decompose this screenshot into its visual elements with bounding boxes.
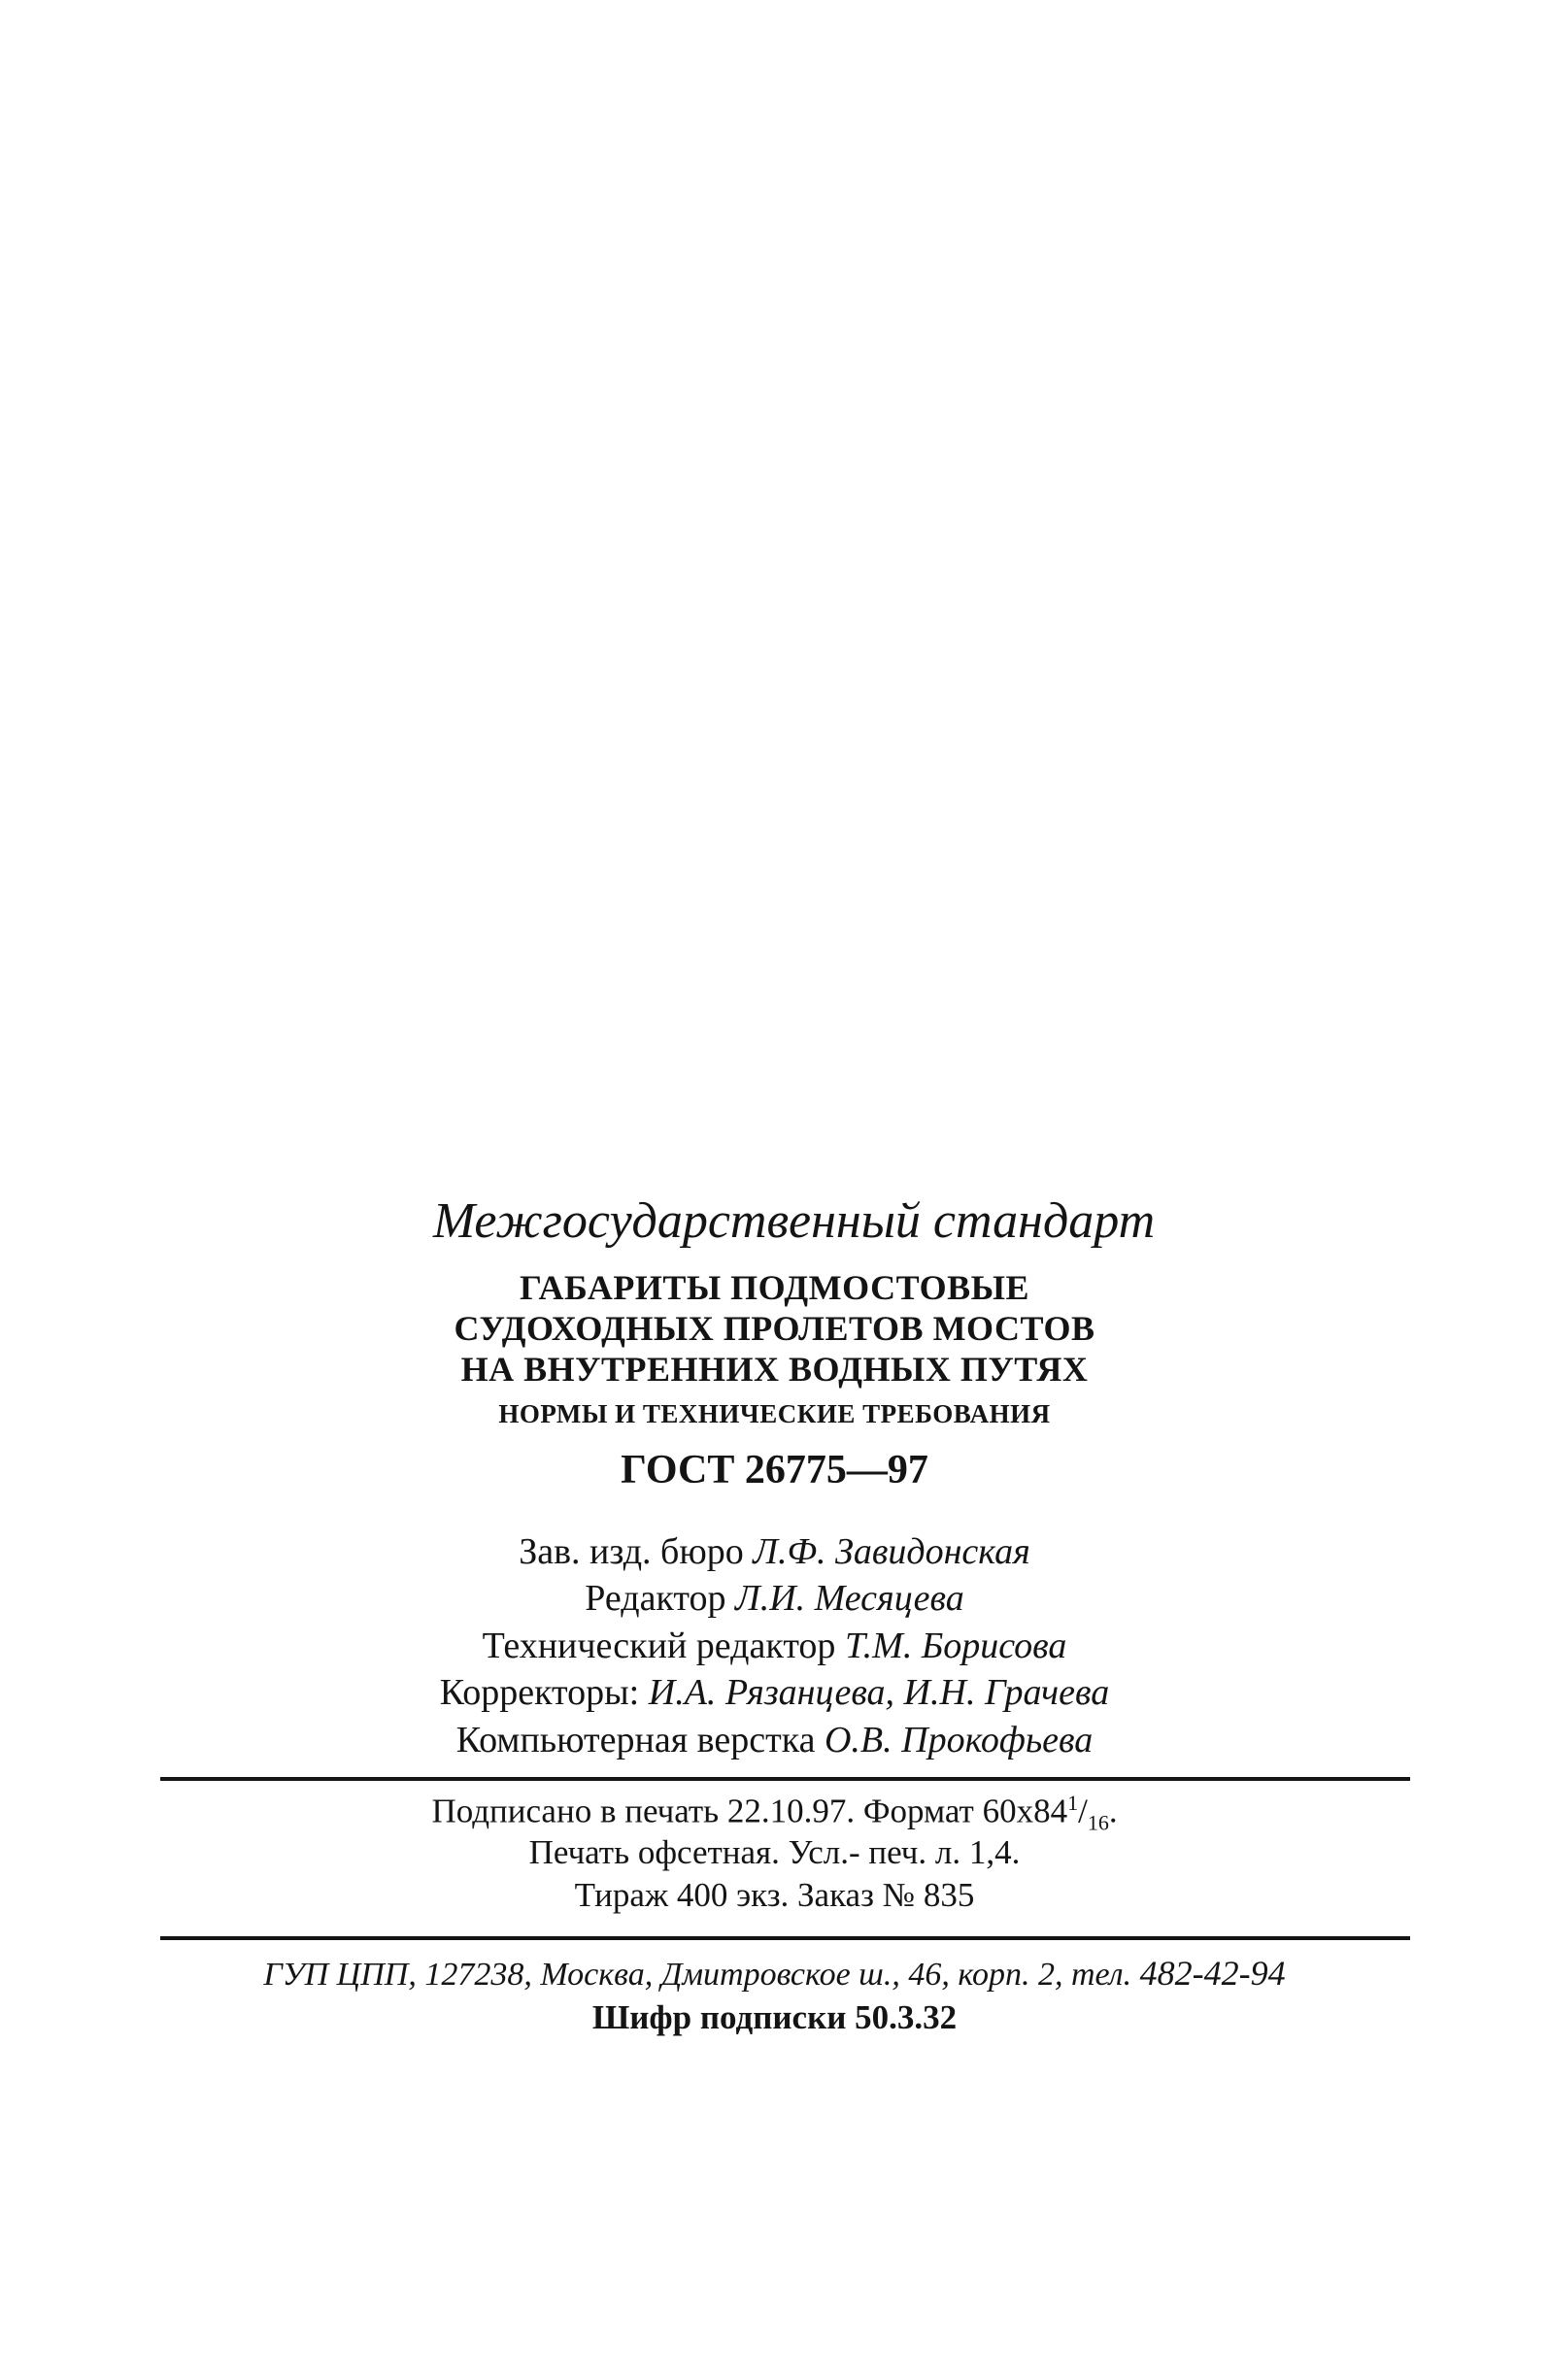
title-line-1: ГАБАРИТЫ ПОДМОСТОВЫЕ xyxy=(520,1268,1029,1307)
print-signed-format: Подписано в печать 22.10.97. Формат $60x84^1/_{16}$. xyxy=(431,1791,1118,1835)
format-superscript: 1 xyxy=(1067,1791,1079,1815)
standard-number: ГОСТ 26775—97 xyxy=(621,1448,928,1492)
subscription-cipher: Шифр подписки 50.3.32 xyxy=(591,1998,958,2036)
credit-editor xyxy=(0,1580,1549,1617)
title-line-2: СУДОХОДНЫХ ПРОЛЕТОВ МОСТОВ xyxy=(454,1309,1095,1348)
credit-bureau-head xyxy=(0,1533,1549,1570)
publisher-phone: 482-42-94 xyxy=(1139,1954,1286,1993)
credit-role: Зав. изд. бюро xyxy=(519,1531,744,1572)
credit-role: Технический редактор xyxy=(482,1626,836,1666)
print-run-order: Тираж 400 экз. Заказ № 835 xyxy=(574,1876,975,1914)
credit-role: Корректоры: xyxy=(439,1672,640,1713)
credit-layout xyxy=(0,1722,1549,1759)
credit-name: Л.Ф. Завидонская xyxy=(753,1531,1030,1572)
credit-name: Т.М. Борисова xyxy=(844,1626,1067,1666)
publisher-address-text: ГУП ЦПП, 127238, Москва, Дмитровское ш., 46, корп. 2, тел. xyxy=(263,1957,1132,1993)
divider-rule-bottom xyxy=(160,1936,1410,1940)
credit-proofreaders xyxy=(0,1674,1549,1711)
print-signed-text: Подписано в печать 22.10.97. Формат 60x84 xyxy=(431,1792,1068,1830)
credit-role: Компьютерная верстка xyxy=(455,1720,816,1760)
credit-name: О.В. Прокофьева xyxy=(824,1720,1094,1760)
credit-name: Л.И. Месяцева xyxy=(735,1578,964,1619)
publisher-address xyxy=(0,1956,1549,1992)
credit-role: Редактор xyxy=(585,1578,726,1619)
divider-rule-top xyxy=(160,1777,1410,1781)
credit-name: И.А. Рязанцева, И.Н. Грачева xyxy=(648,1672,1110,1713)
credit-technical-editor xyxy=(0,1627,1549,1664)
standard-type-subtitle: Межгосударственный стандарт xyxy=(432,1193,1156,1249)
title-requirements: НОРМЫ И ТЕХНИЧЕСКИЕ ТРЕБОВАНИЯ xyxy=(498,1399,1051,1428)
print-type-sheets: Печать офсетная. Усл.- печ. л. 1,4. xyxy=(528,1833,1021,1871)
format-subscript: 16 xyxy=(1087,1810,1109,1835)
title-line-3: НА ВНУТРЕННИХ ВОДНЫХ ПУТЯХ xyxy=(460,1350,1089,1389)
